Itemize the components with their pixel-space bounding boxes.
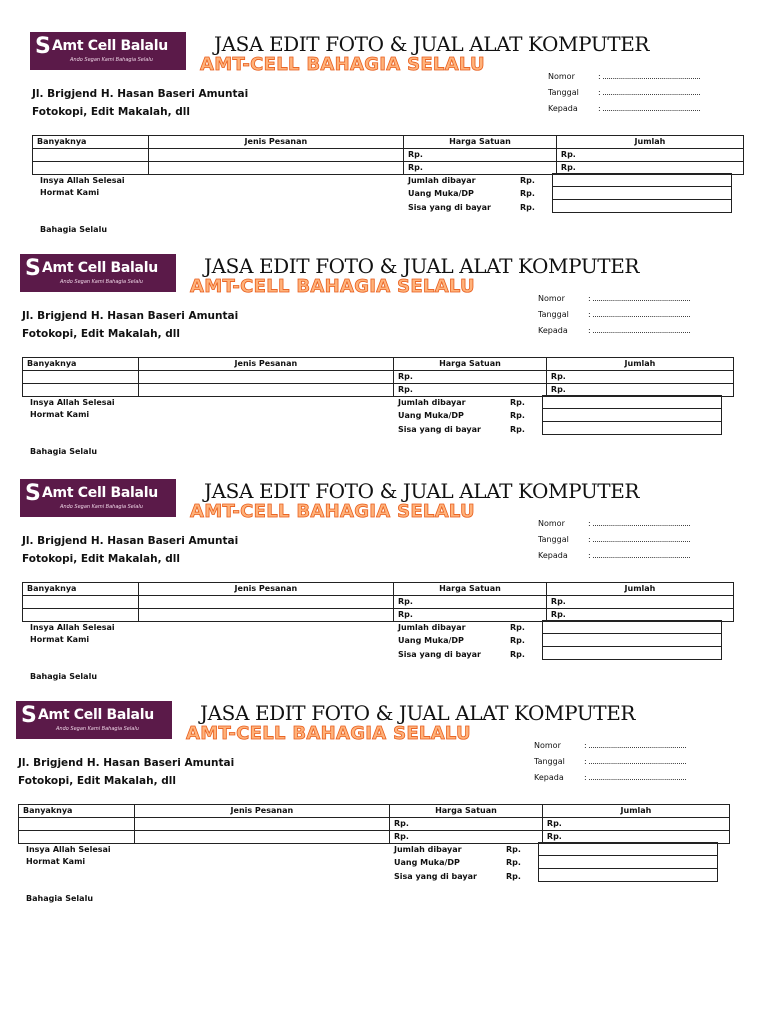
- bahagia-label: Bahagia Selalu: [26, 894, 94, 903]
- nomor-label: Nomor: [538, 519, 565, 528]
- col-harga-satuan: Harga Satuan: [393, 583, 546, 596]
- receipt-form: [20, 32, 760, 254]
- logo-mark-icon: S: [21, 703, 37, 728]
- form-title: JASA EDIT FOTO & JUAL ALAT KOMPUTER: [200, 701, 636, 725]
- kepada-label: Kepada: [548, 104, 578, 113]
- tanggal-label: Tanggal: [534, 757, 565, 766]
- sisa-input[interactable]: [538, 868, 718, 882]
- cell-jenis[interactable]: [138, 371, 393, 384]
- nomor-label: Nomor: [538, 294, 565, 303]
- tanggal-field[interactable]: Tanggal : ................................................: [538, 310, 691, 319]
- cell-jenis[interactable]: [138, 609, 393, 622]
- cell-jenis[interactable]: [148, 162, 403, 175]
- cell-banyaknya[interactable]: [23, 596, 139, 609]
- form-title: JASA EDIT FOTO & JUAL ALAT KOMPUTER: [204, 254, 640, 278]
- cell-jumlah[interactable]: Rp.: [546, 371, 733, 384]
- cell-banyaknya[interactable]: [33, 149, 149, 162]
- brand-logo: [30, 32, 186, 70]
- brand-logo: [16, 701, 172, 739]
- cell-harga[interactable]: Rp.: [389, 831, 542, 844]
- col-jenis-pesanan: Jenis Pesanan: [138, 583, 393, 596]
- uang-muka-input[interactable]: [538, 855, 718, 869]
- cell-jumlah[interactable]: Rp.: [542, 831, 729, 844]
- cell-harga[interactable]: Rp.: [393, 596, 546, 609]
- sisa-label: Sisa yang di bayar: [398, 425, 481, 434]
- cell-jumlah[interactable]: Rp.: [546, 384, 733, 397]
- hormat-label: Hormat Kami: [40, 188, 100, 197]
- col-jumlah: Jumlah: [546, 583, 733, 596]
- brand-name: Amt Cell Balalu: [52, 38, 168, 54]
- cell-jumlah[interactable]: Rp.: [556, 149, 743, 162]
- nomor-field[interactable]: Nomor : ................................................: [548, 72, 701, 81]
- jumlah-dibayar-label: Jumlah dibayar: [408, 176, 476, 185]
- rp-label: Rp.: [510, 650, 525, 659]
- kepada-field[interactable]: Kepada : ................................................: [538, 551, 691, 560]
- selesai-label: Insya Allah Selesai: [30, 398, 115, 407]
- form-subtitle: AMT-CELL BAHAGIA SELALU: [186, 723, 471, 744]
- brand-logo: [20, 479, 176, 517]
- kepada-label: Kepada: [538, 551, 568, 560]
- hormat-label: Hormat Kami: [30, 635, 90, 644]
- services: Fotokopi, Edit Makalah, dll: [18, 775, 176, 787]
- tanggal-field[interactable]: Tanggal : ................................................: [534, 757, 687, 766]
- rp-label: Rp.: [506, 872, 521, 881]
- col-jenis-pesanan: Jenis Pesanan: [148, 136, 403, 149]
- jumlah-dibayar-input[interactable]: [542, 620, 722, 634]
- cell-banyaknya[interactable]: [23, 371, 139, 384]
- services: Fotokopi, Edit Makalah, dll: [32, 106, 190, 118]
- brand-logo: [20, 254, 176, 292]
- order-table: [18, 804, 730, 844]
- logo-mark-icon: S: [25, 481, 41, 506]
- table-header-row: [33, 136, 744, 149]
- cell-banyaknya[interactable]: [19, 818, 135, 831]
- brand-tagline: Ando Segan Kami Bahagia Selalu: [70, 57, 153, 63]
- rp-label: Rp.: [520, 189, 535, 198]
- receipt-form: [6, 701, 746, 923]
- sisa-label: Sisa yang di bayar: [408, 203, 491, 212]
- order-table: [32, 135, 744, 175]
- table-row[interactable]: [33, 149, 744, 162]
- hormat-label: Hormat Kami: [26, 857, 86, 866]
- table-row[interactable]: [23, 596, 734, 609]
- jumlah-dibayar-input[interactable]: [552, 173, 732, 187]
- brand-tagline: Ando Segan Kami Bahagia Selalu: [56, 726, 139, 732]
- services: Fotokopi, Edit Makalah, dll: [22, 553, 180, 565]
- col-harga-satuan: Harga Satuan: [393, 358, 546, 371]
- sisa-input[interactable]: [542, 421, 722, 435]
- selesai-label: Insya Allah Selesai: [40, 176, 125, 185]
- rp-label: Rp.: [510, 411, 525, 420]
- form-subtitle: AMT-CELL BAHAGIA SELALU: [200, 54, 485, 75]
- col-harga-satuan: Harga Satuan: [389, 805, 542, 818]
- address: Jl. Brigjend H. Hasan Baseri Amuntai: [22, 310, 239, 322]
- uang-muka-label: Uang Muka/DP: [398, 636, 464, 645]
- rp-label: Rp.: [510, 636, 525, 645]
- brand-name: Amt Cell Balalu: [42, 260, 158, 276]
- cell-harga[interactable]: Rp.: [393, 384, 546, 397]
- nomor-field[interactable]: Nomor : ................................................: [538, 294, 691, 303]
- kepada-label: Kepada: [534, 773, 564, 782]
- cell-banyaknya[interactable]: [33, 162, 149, 175]
- form-title: JASA EDIT FOTO & JUAL ALAT KOMPUTER: [214, 32, 650, 56]
- nomor-label: Nomor: [534, 741, 561, 750]
- table-row[interactable]: [19, 818, 730, 831]
- uang-muka-label: Uang Muka/DP: [408, 189, 474, 198]
- jumlah-dibayar-input[interactable]: [542, 395, 722, 409]
- rp-label: Rp.: [506, 845, 521, 854]
- order-table: [22, 357, 734, 397]
- cell-harga[interactable]: Rp.: [389, 818, 542, 831]
- col-jumlah: Jumlah: [542, 805, 729, 818]
- logo-mark-icon: S: [25, 256, 41, 281]
- nomor-field[interactable]: Nomor : ................................................: [534, 741, 687, 750]
- cell-banyaknya[interactable]: [23, 384, 139, 397]
- tanggal-field[interactable]: Tanggal : ................................................: [538, 535, 691, 544]
- jumlah-dibayar-label: Jumlah dibayar: [398, 398, 466, 407]
- selesai-label: Insya Allah Selesai: [30, 623, 115, 632]
- brand-name: Amt Cell Balalu: [42, 485, 158, 501]
- uang-muka-input[interactable]: [552, 186, 732, 200]
- kepada-field[interactable]: Kepada : ................................................: [534, 773, 687, 782]
- cell-jenis[interactable]: [138, 384, 393, 397]
- cell-jumlah[interactable]: Rp.: [546, 596, 733, 609]
- nomor-label: Nomor: [548, 72, 575, 81]
- bahagia-label: Bahagia Selalu: [30, 447, 98, 456]
- col-jenis-pesanan: Jenis Pesanan: [134, 805, 389, 818]
- rp-label: Rp.: [520, 203, 535, 212]
- tanggal-label: Tanggal: [538, 535, 569, 544]
- logo-mark-icon: S: [35, 34, 51, 59]
- col-banyaknya: Banyaknya: [19, 805, 135, 818]
- rp-label: Rp.: [510, 623, 525, 632]
- col-jumlah: Jumlah: [556, 136, 743, 149]
- kepada-field[interactable]: Kepada : ................................................: [548, 104, 701, 113]
- kepada-label: Kepada: [538, 326, 568, 335]
- col-banyaknya: Banyaknya: [33, 136, 149, 149]
- sisa-label: Sisa yang di bayar: [394, 872, 477, 881]
- table-header-row: [23, 583, 734, 596]
- jumlah-dibayar-input[interactable]: [538, 842, 718, 856]
- cell-jenis[interactable]: [148, 149, 403, 162]
- uang-muka-label: Uang Muka/DP: [398, 411, 464, 420]
- cell-harga[interactable]: Rp.: [403, 162, 556, 175]
- selesai-label: Insya Allah Selesai: [26, 845, 111, 854]
- cell-banyaknya[interactable]: [23, 609, 139, 622]
- hormat-label: Hormat Kami: [30, 410, 90, 419]
- tanggal-label: Tanggal: [538, 310, 569, 319]
- sisa-input[interactable]: [542, 646, 722, 660]
- cell-harga[interactable]: Rp.: [393, 371, 546, 384]
- receipt-form: [10, 479, 750, 701]
- sisa-input[interactable]: [552, 199, 732, 213]
- uang-muka-input[interactable]: [542, 633, 722, 647]
- brand-name: Amt Cell Balalu: [38, 707, 154, 723]
- cell-banyaknya[interactable]: [19, 831, 135, 844]
- cell-jumlah[interactable]: Rp.: [556, 162, 743, 175]
- form-subtitle: AMT-CELL BAHAGIA SELALU: [190, 501, 475, 522]
- cell-jumlah[interactable]: Rp.: [542, 818, 729, 831]
- receipt-form: [10, 254, 750, 476]
- cell-jenis[interactable]: [134, 818, 389, 831]
- brand-tagline: Ando Segan Kami Bahagia Selalu: [60, 504, 143, 510]
- bahagia-label: Bahagia Selalu: [40, 225, 108, 234]
- address: Jl. Brigjend H. Hasan Baseri Amuntai: [18, 757, 235, 769]
- cell-jenis[interactable]: [134, 831, 389, 844]
- col-jenis-pesanan: Jenis Pesanan: [138, 358, 393, 371]
- rp-label: Rp.: [510, 425, 525, 434]
- cell-jenis[interactable]: [138, 596, 393, 609]
- col-jumlah: Jumlah: [546, 358, 733, 371]
- order-table: [22, 582, 734, 622]
- uang-muka-input[interactable]: [542, 408, 722, 422]
- table-header-row: [19, 805, 730, 818]
- jumlah-dibayar-label: Jumlah dibayar: [394, 845, 462, 854]
- kepada-field[interactable]: Kepada : ................................................: [538, 326, 691, 335]
- form-title: JASA EDIT FOTO & JUAL ALAT KOMPUTER: [204, 479, 640, 503]
- rp-label: Rp.: [520, 176, 535, 185]
- sisa-label: Sisa yang di bayar: [398, 650, 481, 659]
- col-banyaknya: Banyaknya: [23, 358, 139, 371]
- address: Jl. Brigjend H. Hasan Baseri Amuntai: [22, 535, 239, 547]
- col-banyaknya: Banyaknya: [23, 583, 139, 596]
- tanggal-label: Tanggal: [548, 88, 579, 97]
- cell-jumlah[interactable]: Rp.: [546, 609, 733, 622]
- uang-muka-label: Uang Muka/DP: [394, 858, 460, 867]
- bahagia-label: Bahagia Selalu: [30, 672, 98, 681]
- tanggal-field[interactable]: Tanggal : ................................................: [548, 88, 701, 97]
- rp-label: Rp.: [510, 398, 525, 407]
- brand-tagline: Ando Segan Kami Bahagia Selalu: [60, 279, 143, 285]
- cell-harga[interactable]: Rp.: [403, 149, 556, 162]
- jumlah-dibayar-label: Jumlah dibayar: [398, 623, 466, 632]
- form-subtitle: AMT-CELL BAHAGIA SELALU: [190, 276, 475, 297]
- nomor-field[interactable]: Nomor : ................................................: [538, 519, 691, 528]
- address: Jl. Brigjend H. Hasan Baseri Amuntai: [32, 88, 249, 100]
- services: Fotokopi, Edit Makalah, dll: [22, 328, 180, 340]
- cell-harga[interactable]: Rp.: [393, 609, 546, 622]
- table-row[interactable]: [23, 371, 734, 384]
- table-header-row: [23, 358, 734, 371]
- col-harga-satuan: Harga Satuan: [403, 136, 556, 149]
- rp-label: Rp.: [506, 858, 521, 867]
